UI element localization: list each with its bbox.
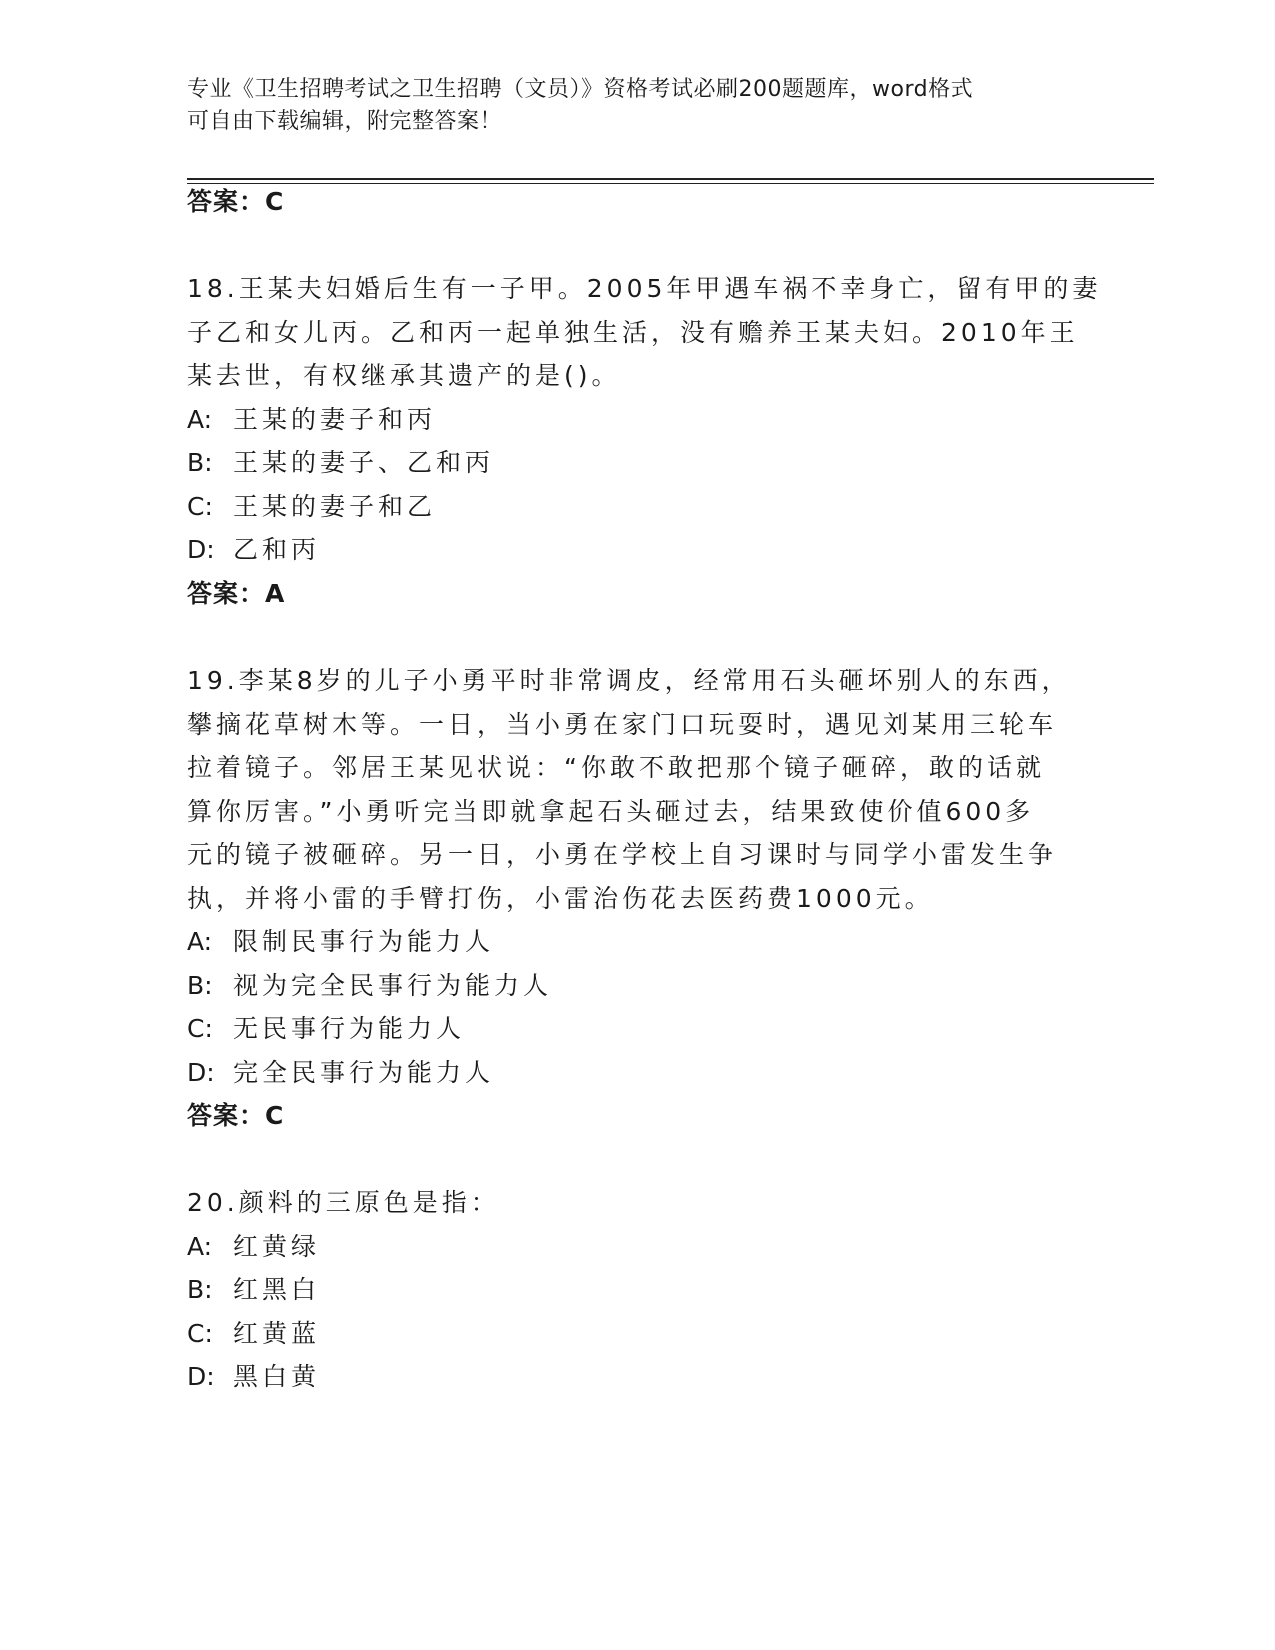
question-20-stem-line-1: 20.颜料的三原色是指： — [187, 1188, 500, 1217]
question-19-stem-line-5: 元的镜子被砸碎。另一日，小勇在学校上自习课时与同学小雷发生争 — [187, 840, 1058, 869]
option-text: 无民事行为能力人 — [233, 1014, 466, 1043]
question-18-option-c — [187, 492, 436, 522]
option-key: A: — [187, 927, 213, 956]
header-rule-thick — [187, 178, 1154, 180]
header-rule-thin — [187, 183, 1154, 184]
question-19-option-c — [187, 1014, 465, 1044]
option-key: B: — [187, 448, 213, 477]
question-20-option-c — [187, 1319, 320, 1349]
option-key: D: — [187, 1362, 215, 1391]
option-text: 红黑白 — [233, 1275, 321, 1304]
option-key: D: — [187, 1058, 215, 1087]
question-18-option-d — [187, 535, 320, 565]
question-18-option-b — [187, 448, 494, 478]
option-key: A: — [187, 405, 213, 434]
option-text: 红黄绿 — [233, 1232, 321, 1261]
page-header — [187, 74, 1087, 138]
question-19-option-b — [187, 971, 552, 1001]
option-text: 红黄蓝 — [233, 1319, 321, 1348]
answer-previous: 答案：C — [187, 187, 285, 216]
option-key: C: — [187, 1014, 213, 1043]
option-key: C: — [187, 492, 213, 521]
question-19-stem-line-4: 算你厉害。”小勇听完当即就拿起石头砸过去，结果致使价值600多 — [187, 797, 1035, 826]
option-text: 王某的妻子和丙 — [233, 405, 437, 434]
option-key: D: — [187, 535, 215, 564]
option-text: 王某的妻子、乙和丙 — [233, 448, 495, 477]
question-20-option-d — [187, 1362, 320, 1392]
option-text: 完全民事行为能力人 — [233, 1058, 495, 1087]
option-key: C: — [187, 1319, 213, 1348]
option-key: B: — [187, 1275, 213, 1304]
question-20-option-a — [187, 1232, 320, 1262]
option-text: 限制民事行为能力人 — [233, 927, 495, 956]
question-19-option-a — [187, 927, 494, 957]
option-key: A: — [187, 1232, 213, 1261]
question-19-stem-line-6: 执，并将小雷的手臂打伤，小雷治伤花去医药费1000元。 — [187, 884, 934, 913]
option-key: B: — [187, 971, 213, 1000]
header-line-2: 可自由下载编辑，附完整答案！ — [187, 109, 503, 134]
question-19-stem-line-1: 19.李某8岁的儿子小勇平时非常调皮，经常用石头砸坏别人的东西， — [187, 666, 1071, 695]
question-18-stem-line-3: 某去世，有权继承其遗产的是()。 — [187, 361, 621, 390]
question-19-option-d — [187, 1058, 494, 1088]
question-19-stem-line-3: 拉着镜子。邻居王某见状说：“你敢不敢把那个镜子砸碎，敢的话就 — [187, 753, 1045, 782]
option-text: 乙和丙 — [233, 535, 321, 564]
question-19-stem-line-2: 攀摘花草树木等。一日，当小勇在家门口玩耍时，遇见刘某用三轮车 — [187, 710, 1058, 739]
option-text: 视为完全民事行为能力人 — [233, 971, 553, 1000]
header-line-1: 专业《卫生招聘考试之卫生招聘（文员）》资格考试必刷200题题库，word格式 — [187, 77, 974, 102]
option-text: 王某的妻子和乙 — [233, 492, 437, 521]
question-18-option-a — [187, 405, 436, 435]
option-text: 黑白黄 — [233, 1362, 321, 1391]
question-18-stem-line-2: 子乙和女儿丙。乙和丙一起单独生活，没有赡养王某夫妇。2010年王 — [187, 318, 1079, 347]
question-18-answer: 答案：A — [187, 579, 286, 608]
question-18-stem-line-1: 18.王某夫妇婚后生有一子甲。2005年甲遇车祸不幸身亡，留有甲的妻 — [187, 274, 1102, 303]
question-19-answer: 答案：C — [187, 1101, 285, 1130]
question-20-option-b — [187, 1275, 320, 1305]
